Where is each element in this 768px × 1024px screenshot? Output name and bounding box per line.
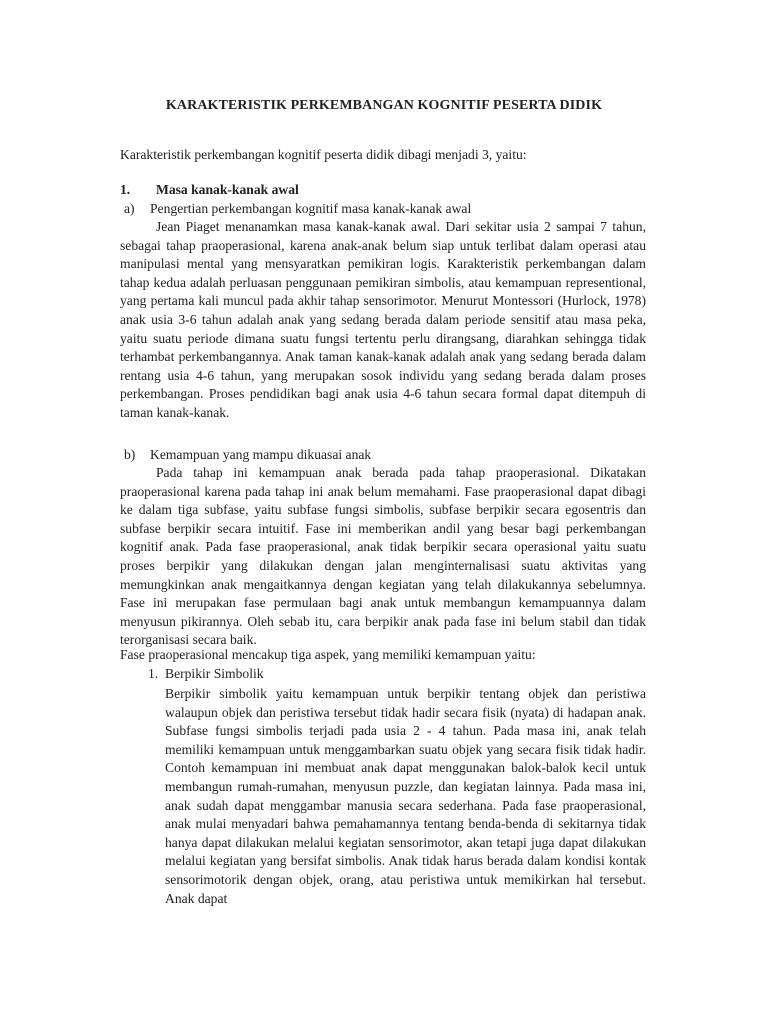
subsection-a-marker: a)	[124, 201, 135, 216]
aspects-intro: Fase praoperasional mencakup tiga aspek, yang memiliki kemampuan yaitu:	[120, 647, 536, 662]
aspect-1-text-block	[165, 685, 646, 908]
aspect-1-text: Berpikir simbolik yaitu kemampuan untuk berpikir tentang objek dan peristiwa walaupun objek dan peristiwa tersebut tidak hadir secara fisik (nyata) di hadapan anak. Subfase fungsi simbolis terjadi pada usia 2 - 4 tahun. Pada masa ini, anak telah memiliki kemampuan untuk menggambarkan suatu objek yang secara fisik tidak hadir. Contoh kemampuan ini membuat anak dapat menggunakan balok-balok kecil untuk membangun rumah-rumahan, menyusun puzzle, dan kegiatan lainnya. Pada masa ini, anak sudah dapat menggambar manusia secara sederhana. Pada fase praoperasional, anak mulai menyadari bahwa pemahamannya tentang benda-benda di sekitarnya tidak hanya dapat dilakukan melalui kegiatan sensorimotor, akan tetapi juga dapat dilakukan melalui kegiatan yang bersifat simbolis. Anak tidak harus berada dalam kondisi kontak sensorimotorik dengan objek, orang, atau peristiwa untuk memikirkan hal tersebut. Anak dapat	[165, 686, 646, 906]
subsection-b-title: Kemampuan yang mampu dikuasai anak	[150, 447, 372, 462]
subsection-a-heading	[124, 201, 471, 217]
subsection-a-paragraph-block	[120, 218, 646, 423]
subsection-b-heading	[124, 447, 371, 463]
subsection-b-paragraph: Pada tahap ini kemampuan anak berada pada tahap praoperasional. Dikatakan praoperasional karena pada tahap ini anak belum memahami. Fase praoperasional dapat dibagi ke dalam tiga subfase, yaitu subfase fungsi simbolis, subfase berpikir secara egosentris dan subfase berpikir secara intuitif. Fase ini memberikan andil yang besar bagi perkembangan kognitif anak. Pada fase praoperasional, anak tidak berpikir secara operasional yaitu suatu proses berpikir yang dilakukan dengan jalan menginternalisasi suatu aktivitas yang memungkinkan anak mengaitkannya dengan kegiatan yang telah dilakukannya sebelumnya. Fase ini merupakan fase permulaan bagi anak untuk membangun kemampuannya dalam menyusun pikirannya. Oleh sebab itu, cara berpikir anak pada fase ini belum stabil dan tidak terorganisasi secara baik.	[120, 465, 646, 648]
subsection-a-title: Pengertian perkembangan kognitif masa kanak-kanak awal	[150, 201, 472, 216]
document-title: KARAKTERISTIK PERKEMBANGAN KOGNITIF PESERTA DIDIK	[165, 98, 603, 113]
subsection-a-paragraph: Jean Piaget menanamkan masa kanak-kanak awal. Dari sekitar usia 2 sampai 7 tahun, sebagai tahap praoperasional, karena anak-anak belum siap untuk terlibat dalam operasi atau manipulasi mental yang mensyaratkan pemikiran logis. Karakteristik perkembangan dalam tahap kedua adalah perluasan penggunaan pemikiran simbolis, atau kemampuan representional, yang pertama kali muncul pada akhir tahap sensorimotor. Menurut Montessori (Hurlock, 1978) anak usia 3-6 tahun adalah anak yang sedang berada dalam periode sensitif atau masa peka, yaitu suatu periode dimana suatu fungsi tertentu perlu dirangsang, diarahkan sehingga tidak terhambat perkembangannya. Anak taman kanak-kanak adalah anak yang sedang berada dalam rentang usia 4-6 tahun, yang merupakan sosok individu yang sedang berada dalam proses perkembangan. Proses pendidikan bagi anak usia 4-6 tahun secara formal dapat ditempuh di taman kanak-kanak.	[120, 219, 646, 420]
aspect-1-marker: 1.	[148, 666, 159, 681]
intro-sentence: Karakteristik perkembangan kognitif peserta didik dibagi menjadi 3, yaitu:	[120, 147, 527, 162]
aspect-1-heading	[148, 666, 264, 682]
section-1-title: Masa kanak-kanak awal	[156, 182, 299, 197]
subsection-b-marker: b)	[124, 447, 136, 462]
section-1-heading	[120, 182, 299, 198]
subsection-b-paragraph-block	[120, 464, 646, 650]
section-1-number: 1.	[120, 182, 131, 197]
aspect-1-title: Berpikir Simbolik	[165, 666, 264, 681]
